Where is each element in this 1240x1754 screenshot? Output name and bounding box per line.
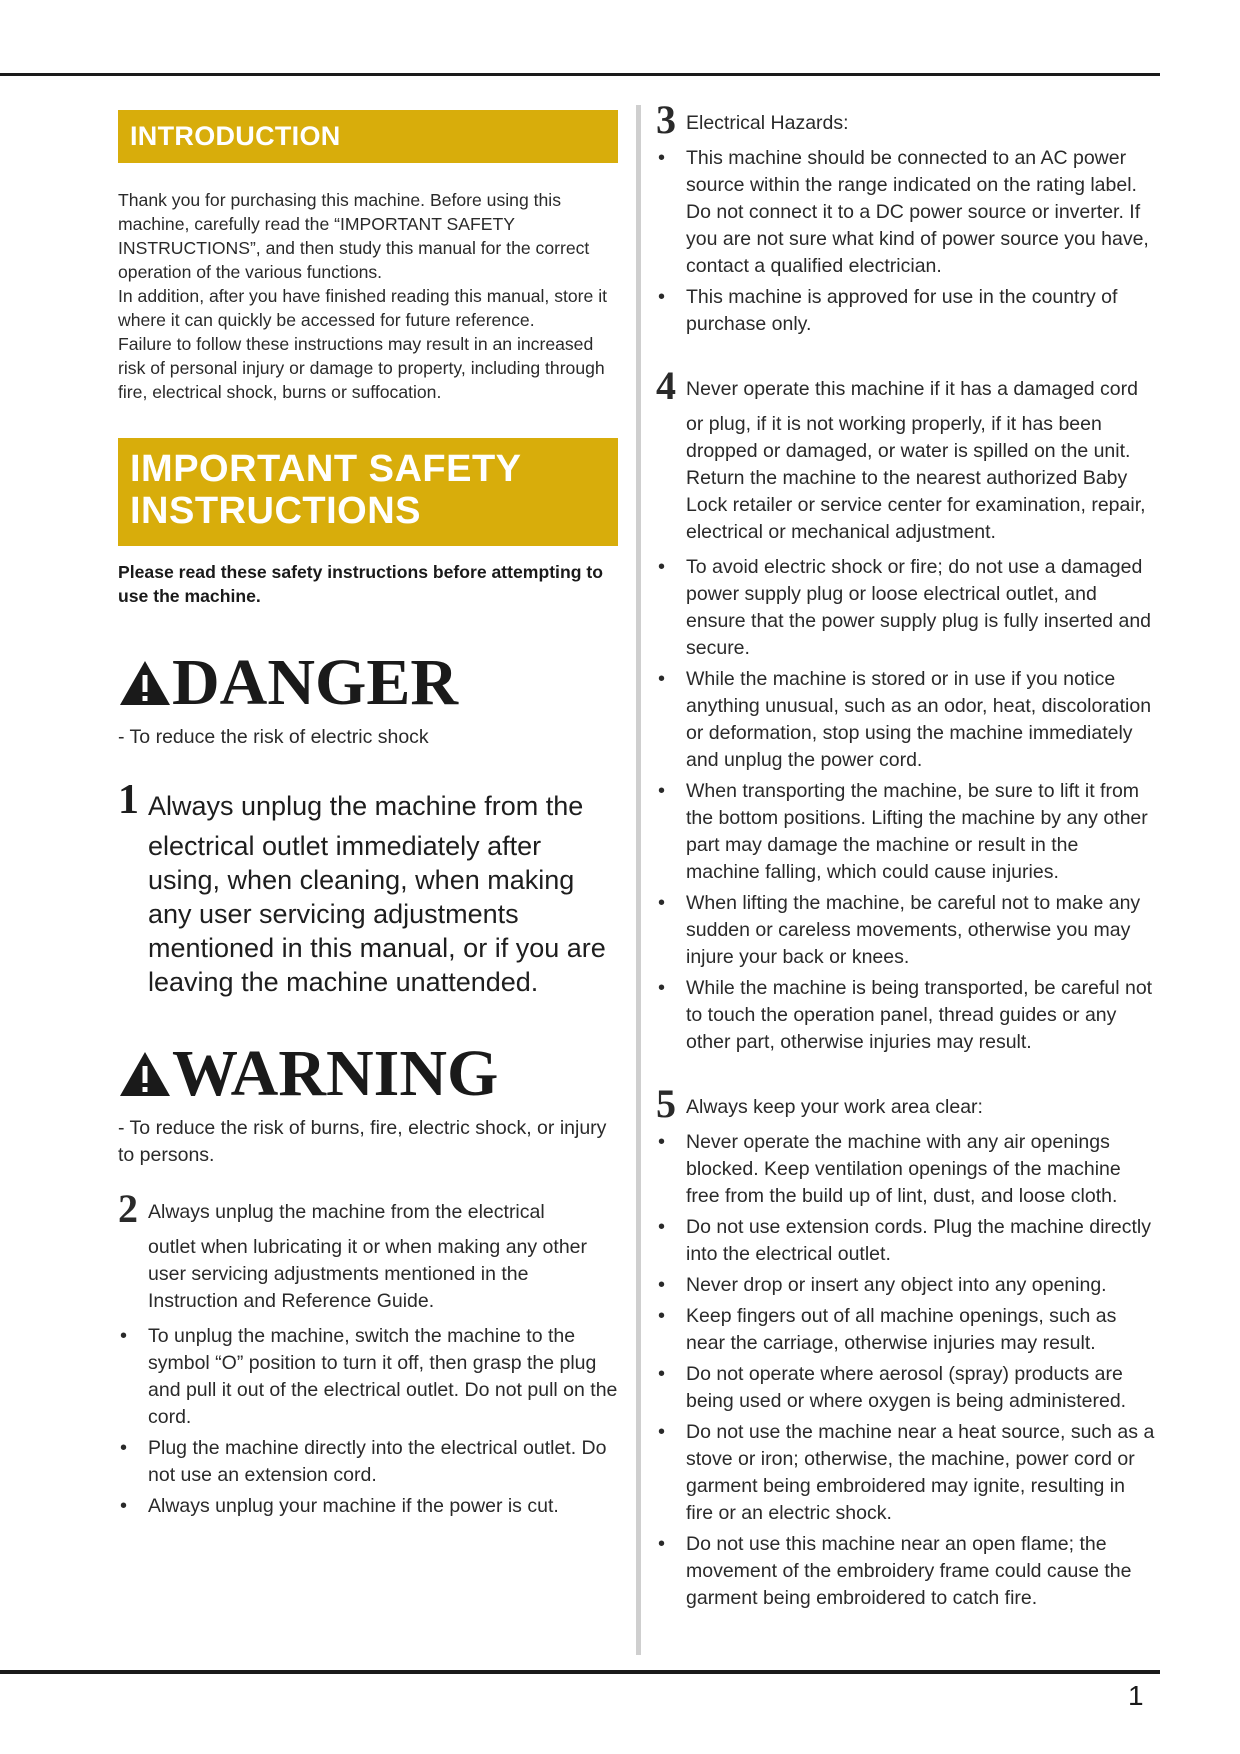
introduction-heading: INTRODUCTION — [118, 110, 618, 163]
step-4 — [656, 363, 1156, 546]
bottom-rule — [0, 1670, 1160, 1674]
warning-title: WARNING — [172, 1037, 499, 1110]
step-5-bullets — [656, 1129, 1156, 1612]
warning-subtitle: - To reduce the risk of burns, fire, electric shock, or injury to persons. — [118, 1117, 607, 1166]
right-column — [656, 96, 1156, 1616]
step-4-bullets — [656, 554, 1156, 1056]
intro-paragraph: Failure to follow these instructions may result in an increased risk of personal injury or damage to property, including through fire, electrical shock, burns or suffocation. — [118, 334, 605, 402]
step-number: 4 — [656, 363, 676, 408]
list-item: • Do not use the machine near a heat source, such as a stove or iron; otherwise, the machine, power cord or garment being embroidered may ignite, resulting in fire or an electric shock. — [656, 1419, 1156, 1527]
intro-paragraph: In addition, after you have finished reading this manual, store it where it can quickly be accessed for future reference. — [118, 286, 608, 330]
danger-title-row — [118, 648, 618, 718]
step-1 — [118, 777, 618, 999]
list-item: • Do not use extension cords. Plug the machine directly into the electrical outlet. — [656, 1214, 1156, 1268]
step-3 — [656, 97, 1156, 142]
read-note: Please read these safety instructions before attempting to use the machine. — [118, 562, 603, 606]
page-number: 1 — [1128, 1680, 1144, 1711]
list-item: • Plug the machine directly into the electrical outlet. Do not use an extension cord. — [118, 1435, 618, 1489]
step-number: 3 — [656, 97, 676, 142]
intro-paragraph: Thank you for purchasing this machine. Before using this machine, carefully read the “IMPORTANT SAFETY INSTRUCTIONS”, and then study this manual for the correct operation of the various functions. — [118, 190, 590, 282]
warning-triangle-icon — [118, 659, 172, 707]
list-item: • Always unplug your machine if the power is cut. — [118, 1493, 618, 1520]
danger-subtitle: - To reduce the risk of electric shock — [118, 726, 429, 748]
step-3-bullets — [656, 145, 1156, 338]
list-item: • When transporting the machine, be sure to lift it from the bottom positions. Lifting the machine by any other part may damage the machine or result in the machine falling, which could cause injuries. — [656, 778, 1156, 886]
step-2-bullets — [118, 1323, 618, 1520]
list-item: • This machine is approved for use in the country of purchase only. — [656, 284, 1156, 338]
danger-title: DANGER — [172, 646, 459, 719]
list-item: • While the machine is being transported, be careful not to touch the operation panel, thread guides or any other part, otherwise injuries may result. — [656, 975, 1156, 1056]
introduction-text — [118, 188, 618, 404]
step-text: electrical outlet immediately after using, when cleaning, when making any user servicing adjustments mentioned in this manual, or if you are leaving the machine unattended. — [148, 831, 606, 997]
list-item: • To unplug the machine, switch the machine to the symbol “O” position to turn it off, then grasp the plug and pull it out of the electrical outlet. Do not pull on the cord. — [118, 1323, 618, 1431]
list-item: • This machine should be connected to an AC power source within the range indicated on the rating label. Do not connect it to a DC power source or inverter. If you are not sure what kind of power source you have, contact a qualified electrician. — [656, 145, 1156, 280]
left-column — [118, 110, 618, 1524]
step-5 — [656, 1081, 1156, 1126]
step-first-line: Never operate this machine if it has a damaged cord — [686, 378, 1138, 400]
step-first-line: Always unplug the machine from the — [148, 791, 584, 821]
step-text: outlet when lubricating it or when making any other user servicing adjustments mentioned in the Instruction and Reference Guide. — [148, 1236, 587, 1312]
list-item: • While the machine is stored or in use if you notice anything unusual, such as an odor, heat, discoloration or deformation, stop using the machine immediately and unplug the power cord. — [656, 666, 1156, 774]
step-first-line: Electrical Hazards: — [686, 112, 849, 134]
safety-heading — [118, 438, 618, 546]
warning-triangle-icon — [118, 1050, 172, 1098]
list-item: • When lifting the machine, be careful not to make any sudden or careless movements, otherwise you may injure your back or knees. — [656, 890, 1156, 971]
column-divider — [636, 105, 641, 1655]
step-2 — [118, 1186, 618, 1315]
top-rule — [0, 73, 1160, 76]
step-text: or plug, if it is not working properly, if it has been dropped or damaged, or water is spilled on the unit. Return the machine to the nearest authorized Baby Lock retailer or service center for examination, repair, electrical or mechanical adjustment. — [686, 413, 1146, 543]
list-item: • To avoid electric shock or fire; do not use a damaged power supply plug or loose electrical outlet, and ensure that the power supply plug is fully inserted and secure. — [656, 554, 1156, 662]
list-item: • Do not operate where aerosol (spray) products are being used or where oxygen is being administered. — [656, 1361, 1156, 1415]
list-item: • Never operate the machine with any air openings blocked. Keep ventilation openings of the machine free from the build up of lint, dust, and loose cloth. — [656, 1129, 1156, 1210]
step-number: 5 — [656, 1081, 676, 1126]
safety-heading-line: IMPORTANT SAFETY — [130, 448, 522, 490]
list-item: • Do not use this machine near an open flame; the movement of the embroidery frame could cause the garment being embroidered to catch fire. — [656, 1531, 1156, 1612]
step-number: 1 — [118, 777, 139, 823]
step-number: 2 — [118, 1186, 138, 1231]
safety-heading-line: INSTRUCTIONS — [130, 490, 421, 532]
list-item: • Never drop or insert any object into any opening. — [656, 1272, 1156, 1299]
list-item: • Keep fingers out of all machine openings, such as near the carriage, otherwise injuries may result. — [656, 1303, 1156, 1357]
step-first-line: Always keep your work area clear: — [686, 1096, 983, 1118]
warning-title-row — [118, 1039, 618, 1109]
step-first-line: Always unplug the machine from the electrical — [148, 1201, 545, 1223]
